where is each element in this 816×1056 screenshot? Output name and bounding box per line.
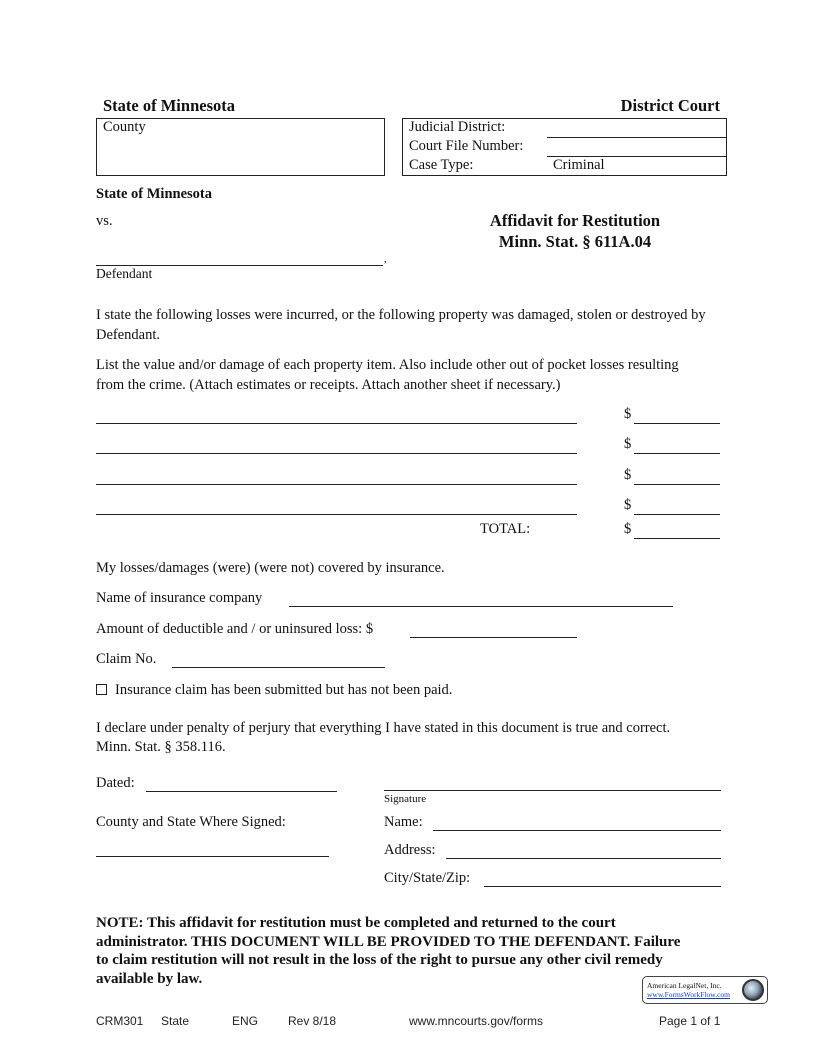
- insurance-company-label: Name of insurance company: [96, 590, 263, 606]
- address-field[interactable]: [446, 858, 721, 859]
- loss-item-field-4[interactable]: [96, 514, 577, 515]
- loss-statement: I state the following losses were incurred, or the following property was damaged, stolen or destroyed by Defendant.: [96, 307, 706, 343]
- loss-item-field-2[interactable]: [96, 453, 577, 454]
- declaration-text: I declare under penalty of perjury that everything I have stated in this document is true and correct. Minn. Stat. § 358.116.: [96, 720, 671, 755]
- plaintiff-name: State of Minnesota: [96, 186, 212, 202]
- deductible-field[interactable]: [410, 637, 577, 638]
- dated-label: Dated:: [96, 775, 135, 791]
- american-legalnet-logo[interactable]: [642, 976, 768, 1004]
- claim-submitted-row[interactable]: [96, 682, 452, 699]
- address-label: Address:: [384, 842, 436, 858]
- case-info-box: [402, 118, 727, 176]
- state-heading: State of Minnesota: [103, 96, 235, 115]
- county-state-signed-field[interactable]: [96, 856, 329, 857]
- currency-symbol: $: [624, 497, 632, 513]
- logo-company-name: American LegalNet, Inc.: [647, 981, 722, 990]
- dated-field[interactable]: [146, 791, 337, 792]
- signature-field[interactable]: [384, 790, 721, 791]
- loss-item-field-1[interactable]: [96, 423, 577, 424]
- signature-label: Signature: [384, 793, 427, 805]
- currency-symbol: $: [624, 467, 632, 483]
- insurance-coverage-text: My losses/damages (were) (were not) covered by insurance.: [96, 560, 445, 576]
- insurance-company-field[interactable]: [289, 606, 673, 607]
- restitution-note: NOTE: This affidavit for restitution must be completed and returned to the court administrator. THIS DOCUMENT WILL BE PROVIDED TO THE DEFENDANT. Failure to claim restitution will not result in the loss of the right to pursue any other civil remedy available by law.: [96, 915, 681, 987]
- claim-number-label: Claim No.: [96, 651, 157, 667]
- loss-instructions: List the value and/or damage of each property item. Also include other out of pocket losses resulting from the crime. (Attach estimates or receipts. Attach another sheet if necessary.): [96, 357, 679, 393]
- title-line-1: Affidavit for Restitution: [489, 211, 661, 230]
- loss-amount-field-3[interactable]: [634, 484, 720, 485]
- county-state-signed-label: County and State Where Signed:: [96, 814, 286, 830]
- claim-number-field[interactable]: [172, 667, 385, 668]
- footer-revision: Rev 8/18: [288, 1014, 337, 1028]
- loss-amount-field-4[interactable]: [634, 514, 720, 515]
- claim-submitted-checkbox[interactable]: [96, 684, 107, 695]
- title-line-2: Minn. Stat. § 611A.04: [498, 232, 652, 251]
- currency-symbol: $: [624, 436, 632, 452]
- county-label: County: [103, 119, 146, 135]
- document-title: [430, 210, 720, 252]
- footer-form-code: CRM301: [96, 1014, 144, 1028]
- name-label: Name:: [384, 814, 423, 830]
- loss-amount-field-1[interactable]: [634, 423, 720, 424]
- currency-symbol: $: [624, 406, 632, 422]
- total-label: TOTAL:: [480, 521, 531, 537]
- city-state-zip-label: City/State/Zip:: [384, 870, 471, 886]
- total-amount-field[interactable]: [634, 538, 720, 539]
- footer-language: ENG: [232, 1014, 259, 1028]
- loss-amount-field-2[interactable]: [634, 453, 720, 454]
- deductible-label: Amount of deductible and / or uninsured loss: $: [96, 621, 374, 637]
- case-type-label: Case Type:: [409, 157, 474, 173]
- defendant-comma: ,: [384, 253, 387, 265]
- judicial-district-label: Judicial District:: [409, 119, 506, 135]
- footer-type: State: [161, 1014, 190, 1028]
- claim-submitted-label: Insurance claim has been submitted but has not been paid.: [115, 682, 453, 698]
- currency-symbol: $: [624, 521, 632, 537]
- city-state-zip-field[interactable]: [484, 886, 721, 887]
- name-field[interactable]: [433, 830, 721, 831]
- globe-icon: [742, 979, 764, 1001]
- vs-label: vs.: [96, 213, 113, 229]
- court-heading: District Court: [620, 96, 720, 115]
- county-field[interactable]: [96, 118, 385, 176]
- footer-website: www.mncourts.gov/forms: [409, 1014, 544, 1028]
- loss-item-field-3[interactable]: [96, 484, 577, 485]
- court-file-number-label: Court File Number:: [409, 138, 524, 154]
- case-type-value: Criminal: [553, 157, 605, 173]
- judicial-district-field[interactable]: [547, 137, 726, 138]
- footer-page-number: Page 1 of 1: [659, 1014, 721, 1028]
- logo-url-link[interactable]: www.FormsWorkFlow.com: [647, 990, 731, 999]
- defendant-label: Defendant: [96, 266, 153, 281]
